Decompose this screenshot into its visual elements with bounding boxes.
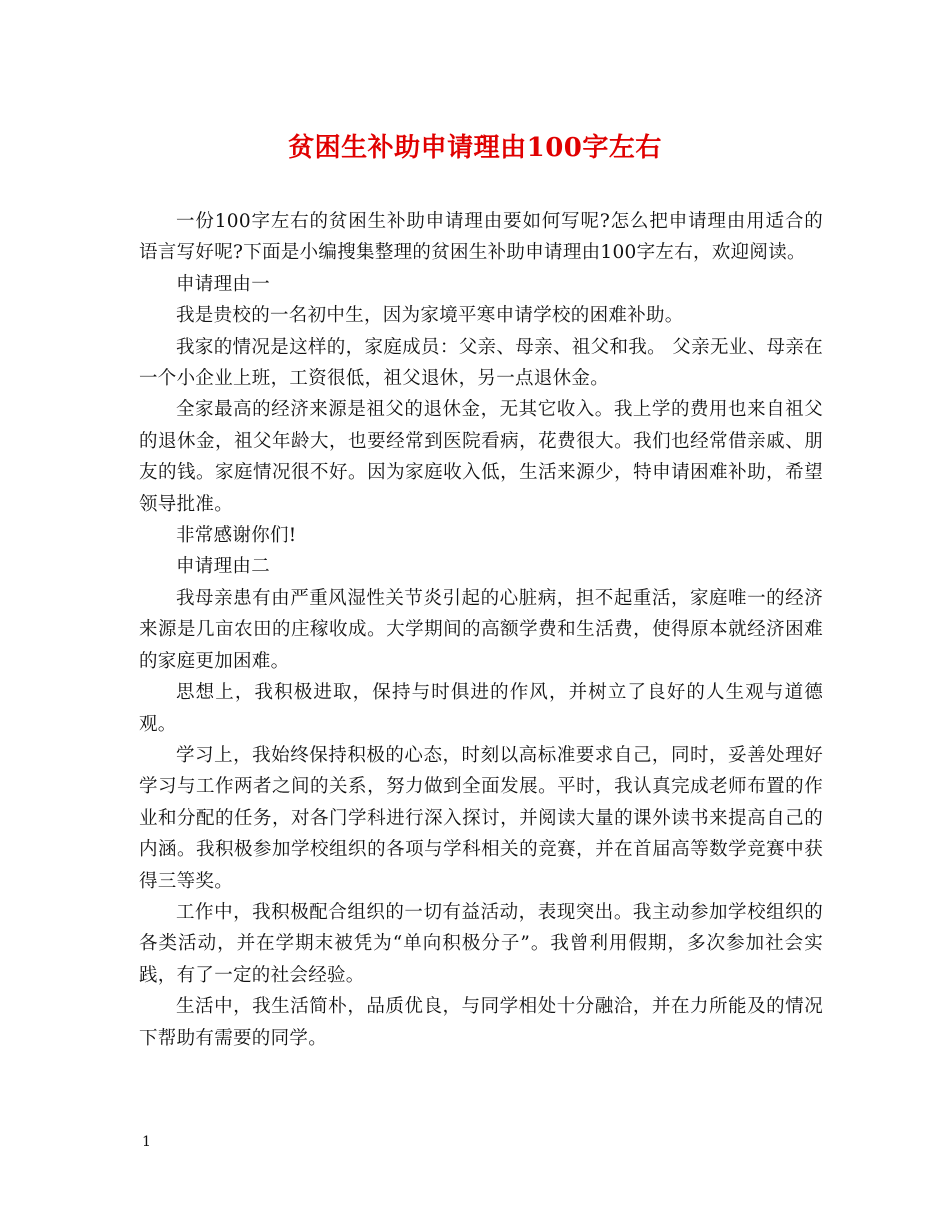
paragraph: 工作中，我积极配合组织的一切有益活动，表现突出。我主动参加学校组织的各类活动，并在学期末被凭为“单向积极分子”。我曾利用假期，多次参加社会实践，有了一定的社会经验。 — [139, 901, 823, 986]
section-heading-reason-one: 申请理由一 — [176, 273, 271, 295]
paragraph-thanks: 非常感谢你们! — [176, 525, 297, 547]
paragraph: 思想上，我积极进取，保持与时俱进的作风，并树立了良好的人生观与道德观。 — [139, 682, 823, 735]
paragraph: 我是贵校的一名初中生，因为家境平寒申请学校的困难补助。 — [176, 305, 684, 327]
paragraph-intro: 一份100字左右的贫困生补助申请理由要如何写呢?怎么把申请理由用适合的语言写好呢?下面是小编搜集整理的贫困生补助申请理由100字左右，欢迎阅读。 — [139, 211, 823, 264]
page-number: 1 — [142, 1134, 151, 1150]
paragraph: 我母亲患有由严重风湿性关节炎引起的心脏病，担不起重活，家庭唯一的经济来源是几亩农田的庄稼收成。大学期间的高额学费和生活费，使得原本就经济困难的家庭更加困难。 — [139, 587, 823, 672]
paragraph: 生活中，我生活简朴，品质优良，与同学相处十分融洽，并在力所能及的情况下帮助有需要的同学。 — [139, 996, 823, 1049]
paragraph: 学习上，我始终保持积极的心态，时刻以高标准要求自己，同时，妥善处理好学习与工作两者之间的关系，努力做到全面发展。平时，我认真完成老师布置的作业和分配的任务，对各门学科进行深入探讨，并阅读大量的课外读书来提高自己的内涵。我积极参加学校组织的各项与学科相关的竞赛，并在首届高等数学竞赛中获得三等奖。 — [139, 744, 823, 892]
document-title: 贫困生补助申请理由100字左右 — [288, 133, 662, 163]
document-body — [139, 206, 823, 1054]
paragraph: 全家最高的经济来源是祖父的退休金，无其它收入。我上学的费用也来自祖父的退休金，祖父年龄大，也要经常到医院看病，花费很大。我们也经常借亲戚、朋友的钱。家庭情况很不好。因为家庭收入低，生活来源少，特申请困难补助，希望领导批准。 — [139, 399, 823, 515]
section-heading-reason-two: 申请理由二 — [176, 556, 271, 578]
paragraph: 我家的情况是这样的，家庭成员：父亲、母亲、祖父和我。 父亲无业、母亲在一个小企业上班，工资很低，祖父退休，另一点退休金。 — [139, 336, 823, 390]
